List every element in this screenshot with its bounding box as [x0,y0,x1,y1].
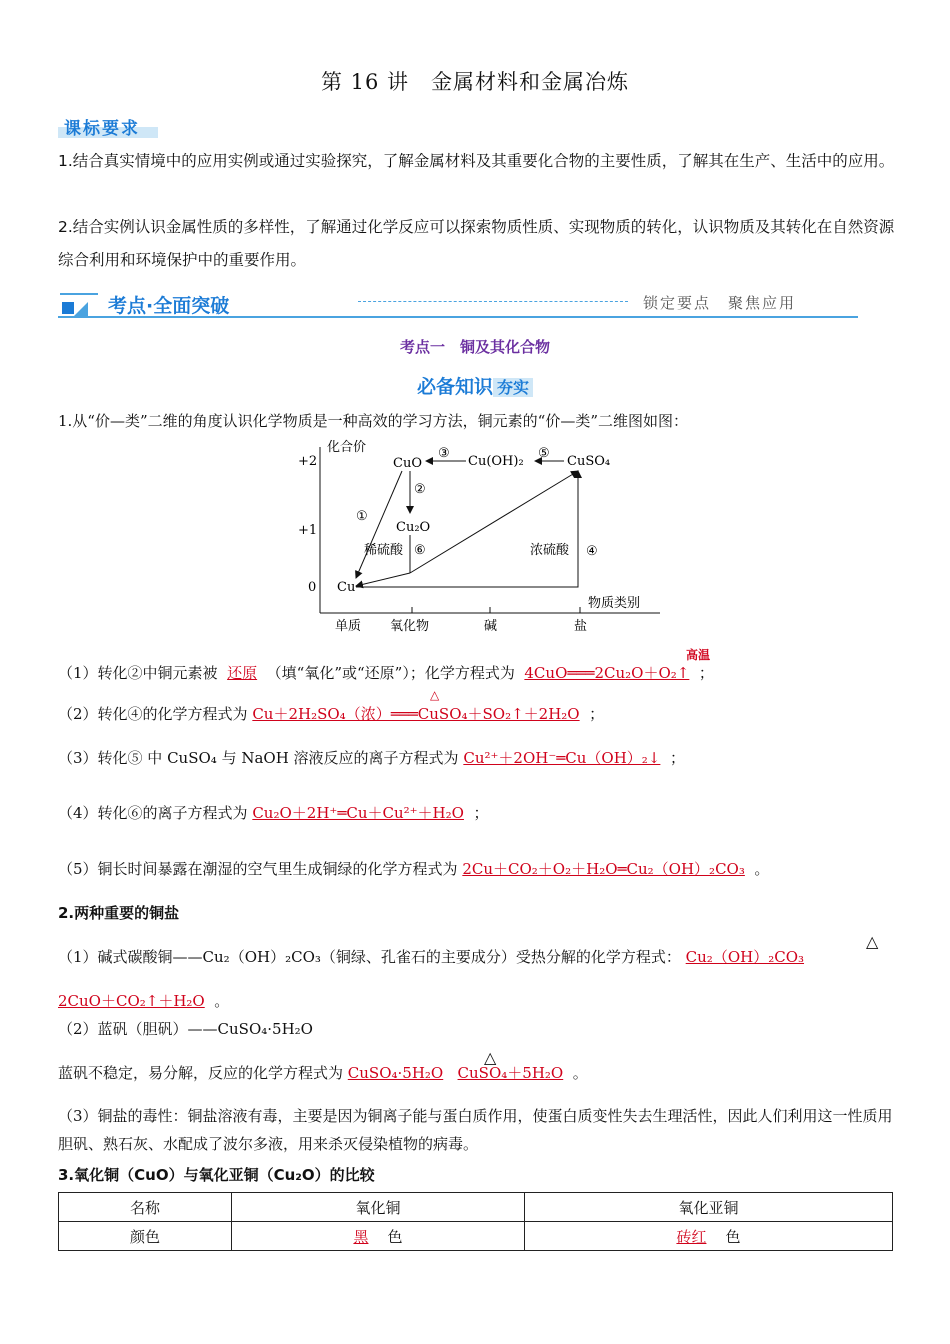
question-3: （3）转化⑤ 中 CuSO₄ 与 NaOH 溶液反应的离子方程式为 Cu²⁺＋2OH⁻═Cu（OH）₂↓ ； [58,749,685,767]
page-title: 第 16 讲 金属材料和金属冶炼 [320,70,630,94]
answer-salt-2b: CuSO₄＋5H₂O [457,1064,564,1082]
requirement-1: 1.结合真实情境中的应用实例或通过实验探究，了解金属材料及其重要化合物的主要性质，了解其在生产、生活中的应用。 [58,152,895,170]
question-5: （5）铜长时间暴露在潮湿的空气里生成铜绿的化学方程式为 2Cu＋CO₂＋O₂＋H₂O═Cu₂（OH）₂CO₃ 。 [58,860,770,878]
section-banner-sub: 锁定要点 聚焦应用 [643,294,797,312]
xtick-oxide: 氧化物 [390,619,430,634]
salt-2-line: 蓝矾不稳定，易分解，反应的化学方程式为 CuSO₄·5H₂O CuSO₄＋5H₂O 。 [58,1064,588,1082]
label-dilute-acid: 稀硫酸 [364,543,404,558]
answer-2: Cu＋2H₂SO₄（浓）═══CuSO₄＋SO₂↑＋2H₂O [252,705,580,723]
header-name: 名称 [59,1193,232,1222]
section-banner [58,288,858,322]
salt-2-title: （2）蓝矾（胆矾）——CuSO₄·5H₂O [58,1020,313,1038]
answer-3: Cu²⁺＋2OH⁻═Cu（OH）₂↓ [463,749,661,767]
answer-salt-1a: Cu₂（OH）₂CO₃ [685,948,805,966]
node-cu: Cu [337,580,356,595]
requirement-2: 2.结合实例认识金属性质的多样性，了解通过化学反应可以探索物质性质、实现物质的转化，认识物质及其转化在自然资源综合利用和环境保护中的重要作用。 [58,218,895,269]
label-n2: ② [414,482,426,497]
label-n6: ⑥ [414,543,426,558]
ytick-1: +1 [298,523,318,538]
node-cu2o: Cu₂O [396,520,431,535]
ytick-0: 0 [308,580,317,595]
section-3-title: 3.氧化铜（CuO）与氧化亚铜（Cu₂O）的比较 [58,1166,375,1184]
label-n5: ⑤ [538,446,550,461]
condition-high-temp: 高温 [686,648,711,662]
answer-salt-2a: CuSO₄·5H₂O [347,1064,444,1082]
label-n3: ③ [438,446,450,461]
section-2-title: 2.两种重要的铜盐 [58,904,180,922]
comparison-table [58,1192,893,1251]
y-axis-label: 化合价 [327,440,367,455]
label-n4: ④ [586,544,598,559]
question-1: （1）转化②中铜元素被 还原 （填“氧化”或“还原”）；化学方程式为 4CuO═══2Cu₂O＋O₂↑ ； [58,664,714,682]
topic-heading: 考点一 铜及其化合物 [399,338,550,356]
node-cuoh2: Cu(OH)₂ [468,454,524,469]
header-cu2o: 氧化亚铜 [525,1193,893,1222]
answer-4: Cu₂O＋2H⁺═Cu＋Cu²⁺＋H₂O [252,804,464,822]
xtick-base: 碱 [484,619,498,634]
ytick-2: +2 [298,454,318,469]
header-cuo: 氧化铜 [232,1193,525,1222]
knowledge-heading-main: 必备知识 [416,376,493,398]
answer-1a: 还原 [227,664,258,682]
intro-paragraph: 1.从“价—类”二维的角度认识化学物质是一种高效的学习方法，铜元素的“价—类”二维图如图： [58,412,688,430]
condition-heat-2: △ [430,688,440,702]
xtick-element: 单质 [335,619,362,634]
answer-5: 2Cu＋CO₂＋O₂＋H₂O═Cu₂（OH）₂CO₃ [462,860,745,878]
condition-heat-4: △ [484,1048,497,1067]
question-2: （2）转化④的化学方程式为 Cu＋2H₂SO₄（浓）═══CuSO₄＋SO₂↑＋2H₂O ； [58,705,605,723]
answer-1b: 4CuO═══2Cu₂O＋O₂↑ [524,664,690,682]
salt-1-line1: （1）碱式碳酸铜——Cu₂（OH）₂CO₃（铜绿、孔雀石的主要成分）受热分解的化学方程式： Cu₂（OH）₂CO₃ [58,948,805,966]
node-cuso4: CuSO₄ [567,454,611,469]
knowledge-heading-sub: 夯实 [493,378,533,397]
cell-cuo-color: 黑 色 [232,1222,525,1251]
section-banner-label: 考点·全面突破 [108,295,230,317]
node-cuo: CuO [393,456,422,471]
condition-heat-3: △ [866,932,879,951]
table-row [59,1222,893,1251]
answer-salt-1b: 2CuO＋CO₂↑＋H₂O [58,992,205,1010]
label-conc-acid: 浓硫酸 [530,543,570,558]
cell-cu2o-color: 砖红 色 [525,1222,893,1251]
row-label-color: 颜色 [59,1222,232,1251]
question-4: （4）转化⑥的离子方程式为 Cu₂O＋2H⁺═Cu＋Cu²⁺＋H₂O ； [58,804,489,822]
requirements-banner-label: 课标要求 [64,119,140,139]
salt-3-paragraph: （3）铜盐的毒性：铜盐溶液有毒，主要是因为铜离子能与蛋白质作用，使蛋白质变性失去生理活性，因此人们利用这一性质用胆矾、熟石灰、水配成了波尔多液，用来杀灭侵染植物的病毒。 [58,1107,893,1153]
salt-1-line2: 2CuO＋CO₂↑＋H₂O 。 [58,992,230,1010]
valence-class-diagram [290,437,670,637]
requirements-banner [58,114,158,138]
knowledge-heading [0,372,950,399]
x-axis-label: 物质类别 [588,596,641,611]
table-header-row [59,1193,893,1222]
label-n1: ① [356,509,368,524]
xtick-salt: 盐 [574,619,588,634]
